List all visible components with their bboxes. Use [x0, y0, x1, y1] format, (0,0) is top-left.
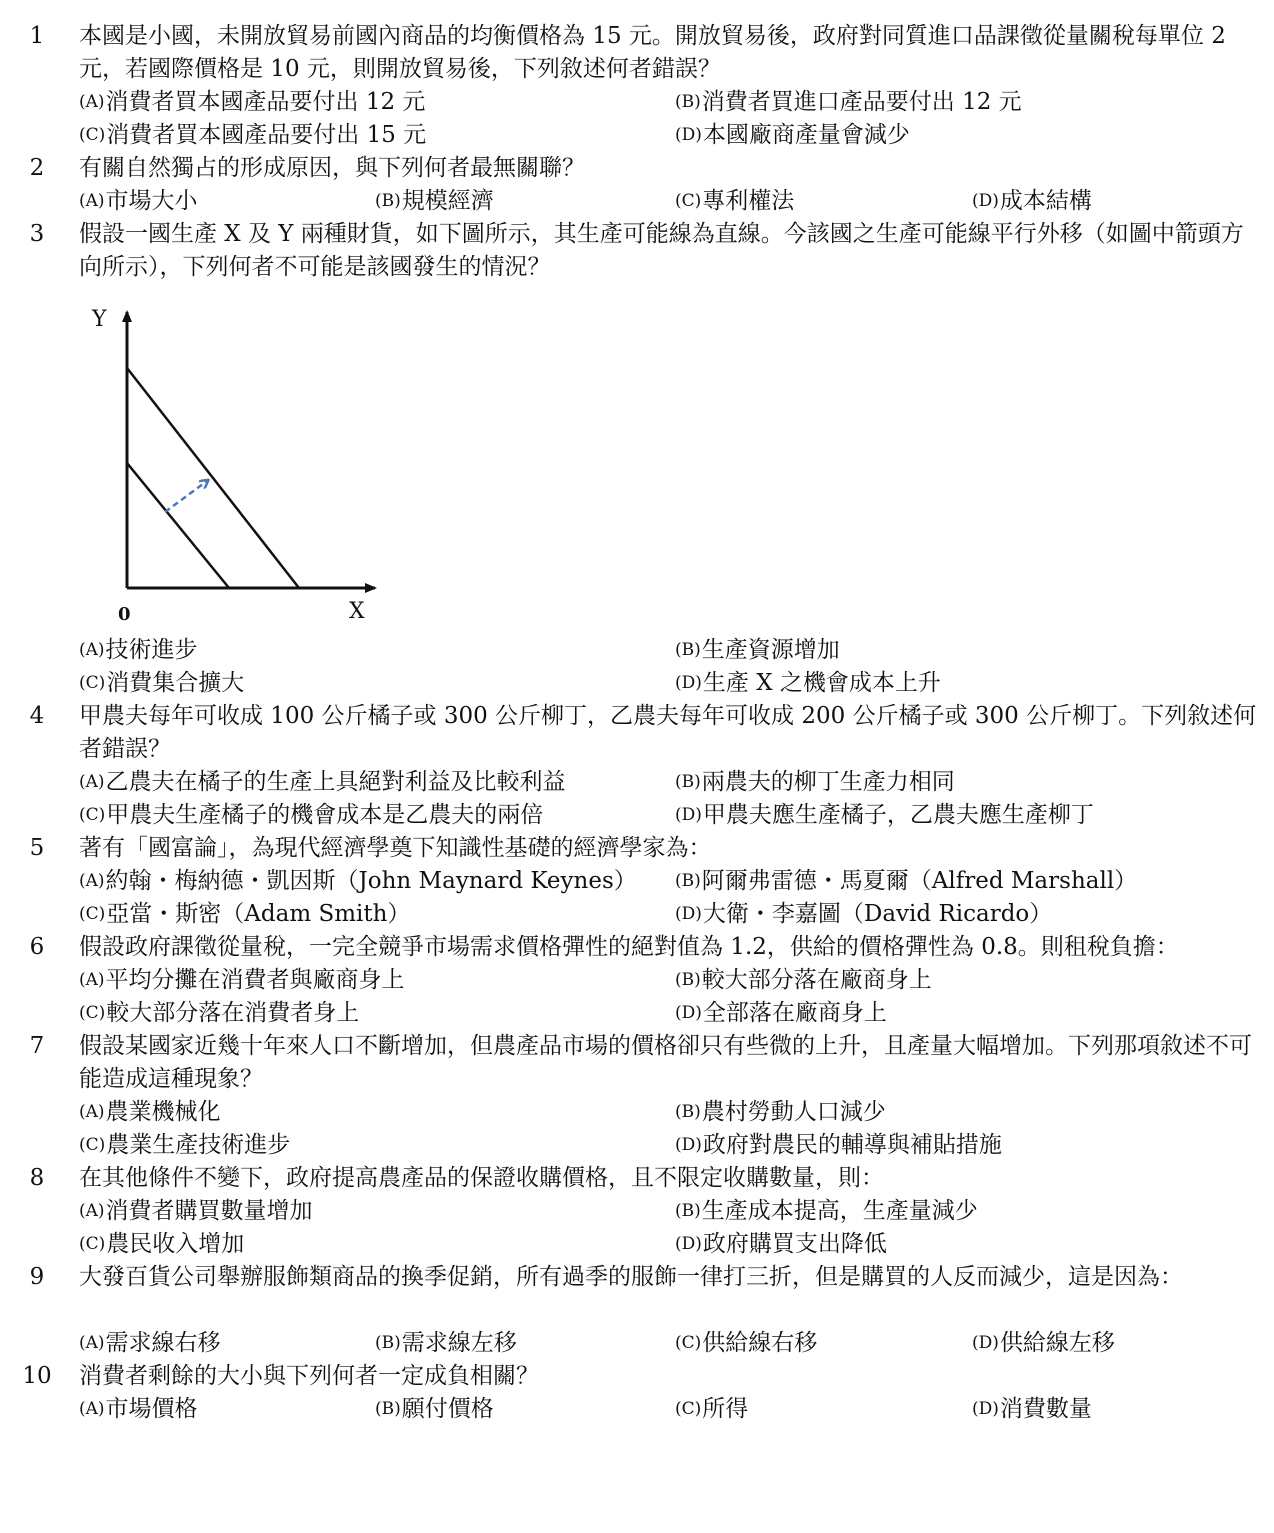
option-d: (D)甲農夫應生產橘子，乙農夫應生產柳丁	[675, 802, 1094, 828]
option-c: (C)專利權法	[675, 188, 795, 214]
option-a: (A)消費者購買數量增加	[79, 1198, 313, 1224]
question-number: 7	[29, 1033, 45, 1059]
option-c: (C)消費集合擴大	[79, 670, 245, 696]
option-d: (D)全部落在廠商身上	[675, 1000, 887, 1026]
option-a: (A)約翰・梅納德・凱因斯（John Maynard Keynes）	[79, 868, 637, 894]
question-stem: 大發百貨公司舉辦服飾類商品的換季促銷，所有過季的服飾一律打三折，但是購買的人反而減少，這是因為：	[79, 1264, 1183, 1290]
question-stem: 在其他條件不變下，政府提高農產品的保證收購價格，且不限定收購數量，則：	[79, 1165, 884, 1191]
option-a: (A)乙農夫在橘子的生產上具絕對利益及比較利益	[79, 769, 566, 795]
option-d: (D)供給線左移	[972, 1330, 1115, 1356]
option-a: (A)市場大小	[79, 188, 198, 214]
option-d: (D)政府對農民的輔導與補貼措施	[675, 1132, 1002, 1158]
question-number: 3	[29, 221, 45, 247]
option-d: (D)成本結構	[972, 188, 1092, 214]
option-a: (A)市場價格	[79, 1396, 198, 1422]
option-b: (B)阿爾弗雷德・馬夏爾（Alfred Marshall）	[675, 868, 1138, 894]
option-a: (A)技術進步	[79, 637, 198, 663]
question-stem: 著有「國富論」，為現代經濟學奠下知識性基礎的經濟學家為：	[79, 835, 712, 861]
question-number: 10	[22, 1363, 52, 1389]
question-number: 6	[29, 934, 45, 960]
question-stem: 甲農夫每年可收成 100 公斤橘子或 300 公斤柳丁，乙農夫每年可收成 200 公斤橘子或 300 公斤柳丁。下列敘述何者錯誤？	[79, 703, 1257, 762]
option-b: (B)農村勞動人口減少	[675, 1099, 886, 1125]
question-number: 9	[29, 1264, 45, 1290]
ppf-inner-line	[127, 463, 229, 588]
option-d: (D)消費數量	[972, 1396, 1092, 1422]
option-c: (C)供給線右移	[675, 1330, 818, 1356]
question-number: 8	[29, 1165, 45, 1191]
option-d: (D)大衛・李嘉圖（David Ricardo）	[675, 901, 1053, 927]
option-c: (C)亞當・斯密（Adam Smith）	[79, 901, 411, 927]
option-b: (B)消費者買進口產品要付出 12 元	[675, 89, 1022, 115]
question-number: 4	[29, 703, 45, 729]
option-c: (C)農業生產技術進步	[79, 1132, 291, 1158]
option-a: (A)需求線右移	[79, 1330, 221, 1356]
option-b: (B)生產成本提高，生產量減少	[675, 1198, 978, 1224]
x-axis-label: X	[349, 599, 365, 624]
option-d: (D)生產 X 之機會成本上升	[675, 670, 941, 696]
question-stem: 假設一國生產 X 及 Y 兩種財貨，如下圖所示，其生產可能線為直線。今該國之生產可能線平行外移（如圖中箭頭方向所示），下列何者不可能是該國發生的情況？	[79, 221, 1244, 280]
origin-label: 0	[118, 604, 131, 625]
option-c: (C)較大部分落在消費者身上	[79, 1000, 360, 1026]
ppf-figure	[79, 302, 379, 632]
question-stem: 有關自然獨占的形成原因，與下列何者最無關聯？	[79, 155, 585, 181]
option-d: (D)政府購買支出降低	[675, 1231, 887, 1257]
question-stem: 本國是小國，未開放貿易前國內商品的均衡價格為 15 元。開放貿易後，政府對同質進口品課徵從量關稅每單位 2 元，若國際價格是 10 元，則開放貿易後，下列敘述何者錯誤？	[79, 23, 1226, 82]
question-number: 2	[29, 155, 45, 181]
option-c: (C)所得	[675, 1396, 749, 1422]
option-b: (B)規模經濟	[375, 188, 494, 214]
y-axis-label: Y	[92, 307, 107, 332]
question-stem: 假設政府課徵從量稅，一完全競爭市場需求價格彈性的絕對值為 1.2，供給的價格彈性為 0.8。則租稅負擔：	[79, 934, 1179, 960]
question-number: 1	[29, 23, 45, 49]
option-b: (B)兩農夫的柳丁生產力相同	[675, 769, 955, 795]
option-b: (B)生產資源增加	[675, 637, 840, 663]
shift-arrow	[165, 481, 207, 512]
option-a: (A)農業機械化	[79, 1099, 221, 1125]
option-a: (A)平均分攤在消費者與廠商身上	[79, 967, 405, 993]
option-c: (C)甲農夫生產橘子的機會成本是乙農夫的兩倍	[79, 802, 544, 828]
ppf-outer-line	[127, 368, 299, 588]
option-b: (B)較大部分落在廠商身上	[675, 967, 932, 993]
option-c: (C)消費者買本國產品要付出 15 元	[79, 122, 427, 148]
option-c: (C)農民收入增加	[79, 1231, 245, 1257]
option-b: (B)需求線左移	[375, 1330, 517, 1356]
question-stem: 消費者剩餘的大小與下列何者一定成負相關？	[79, 1363, 539, 1389]
question-stem: 假設某國家近幾十年來人口不斷增加，但農產品市場的價格卻只有些微的上升，且產量大幅增加。下列那項敘述不可能造成這種現象？	[79, 1033, 1252, 1092]
option-a: (A)消費者買本國產品要付出 12 元	[79, 89, 426, 115]
option-b: (B)願付價格	[375, 1396, 494, 1422]
question-number: 5	[29, 835, 45, 861]
option-d: (D)本國廠商產量會減少	[675, 122, 910, 148]
